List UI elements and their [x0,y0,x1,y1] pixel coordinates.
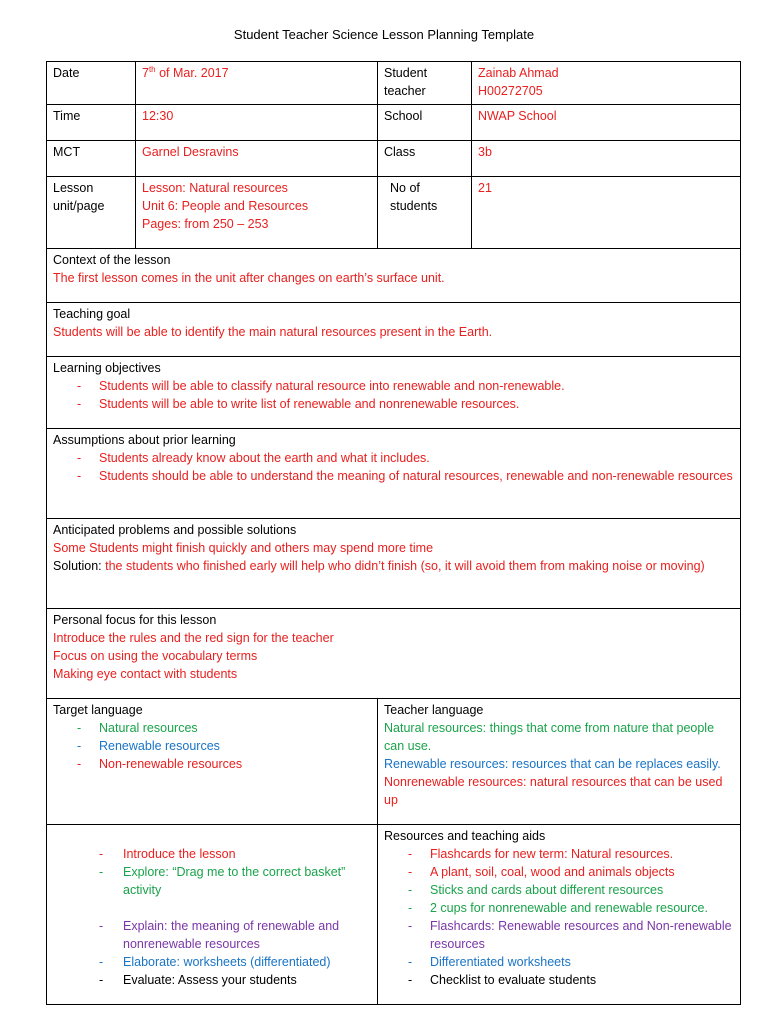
assumptions-row [47,429,741,519]
target-language-cell [47,699,378,825]
assumption-item: - Students already know about the earth and what it includes. [77,451,430,465]
student-teacher-label: Student teacher [378,62,472,105]
lesson-unit: Unit 6: People and Resources [142,199,309,213]
solution-text: the students who finished early will help who didn’t finish (so, it will avoid them from making noise or moving) [101,559,705,573]
school-label: School [378,105,472,141]
objective-item: - Students will be able to classify natural resource into renewable and non-renewable. [77,379,565,393]
assumptions-cell [47,429,741,519]
assumptions-heading: Assumptions about prior learning [53,433,236,447]
lesson-pages: Pages: from 250 – 253 [142,217,269,231]
context-cell [47,249,741,303]
focus-line: Introduce the rules and the red sign for the teacher [53,631,334,645]
focus-row [47,609,741,699]
context-row [47,249,741,303]
teacher-language-entry: Renewable resources: resources that can be replaces easily. [384,757,721,771]
objective-item: - Students will be able to write list of renewable and nonrenewable resources. [77,397,520,411]
target-language-item: - Non-renewable resources [77,757,243,771]
goal-cell [47,303,741,357]
resource-item: - Differentiated worksheets [408,955,571,969]
focus-cell [47,609,741,699]
problems-text: Some Students might finish quickly and others may spend more time [53,541,434,555]
time-value: 12:30 [136,105,378,141]
lesson-label: Lesson unit/page [47,177,136,249]
resource-item: - Checklist to evaluate students [408,973,597,987]
resources-heading: Resources and teaching aids [384,829,546,843]
goal-text: Students will be able to identify the main natural resources present in the Earth. [53,325,493,339]
procedure-item: - Explore: “Drag me to the correct basket” activity [99,865,346,897]
resource-item: - A plant, soil, coal, wood and animals objects [408,865,675,879]
date-value: 7th of Mar. 2017 [136,62,378,105]
problems-heading: Anticipated problems and possible solutions [53,523,297,537]
problems-row [47,519,741,609]
focus-line: Focus on using the vocabulary terms [53,649,258,663]
lesson-plan-table [46,61,741,1005]
context-text: The first lesson comes in the unit after changes on earth’s surface unit. [53,271,445,285]
target-language-item: - Renewable resources [77,739,220,753]
procedure-item: - Introduce the lesson [99,847,236,861]
context-heading: Context of the lesson [53,253,171,267]
target-language-list [53,719,371,773]
goal-row [47,303,741,357]
teacher-language-entry: Nonrenewable resources: natural resources that can be used up [384,775,723,807]
solution-line [53,557,734,575]
school-value: NWAP School [472,105,741,141]
teacher-language-entry: Natural resources: things that come from nature that people can use. [384,721,715,753]
procedure-cell [47,825,378,1005]
procedure-item: - Evaluate: Assess your students [99,973,297,987]
procedure-item: - Elaborate: worksheets (differentiated) [99,955,331,969]
class-value: 3b [472,141,741,177]
lesson-row [47,177,741,249]
problems-cell [47,519,741,609]
resource-item: - Flashcards for new term: Natural resources. [408,847,674,861]
focus-line: Making eye contact with students [53,667,238,681]
target-language-item: - Natural resources [77,721,198,735]
objectives-heading: Learning objectives [53,361,161,375]
resources-list [384,845,734,989]
teacher-language-heading: Teacher language [384,703,484,717]
assumptions-list [53,449,734,485]
student-teacher-id: H00272705 [478,84,543,98]
objectives-cell [47,357,741,429]
procedure-list [53,917,371,989]
resources-cell [378,825,741,1005]
date-label: Date [47,62,136,105]
mct-label: MCT [47,141,136,177]
document-title: Student Teacher Science Lesson Planning Template [233,27,535,42]
language-row [47,699,741,825]
procedure-item: - Explain: the meaning of renewable and nonrenewable resources [99,919,340,951]
procedure-list [53,845,371,899]
objectives-list [53,377,734,413]
objectives-row [47,357,741,429]
date-row [47,62,741,105]
students-value: 21 [472,177,741,249]
assumption-item: - Students should be able to understand the meaning of natural resources, renewable and non-renewable resources [77,469,733,483]
teacher-language-cell [378,699,741,825]
class-label: Class [378,141,472,177]
focus-heading: Personal focus for this lesson [53,613,217,627]
solution-label: Solution: [53,559,102,573]
time-label: Time [47,105,136,141]
resource-item: - Sticks and cards about different resources [408,883,664,897]
mct-value: Garnel Desravins [136,141,378,177]
resource-item: - 2 cups for nonrenewable and renewable resource. [408,901,708,915]
students-label: No of students [378,177,472,249]
lesson-title: Lesson: Natural resources [142,181,288,195]
mct-row [47,141,741,177]
student-teacher-name: Zainab Ahmad [478,66,559,80]
goal-heading: Teaching goal [53,307,131,321]
target-language-heading: Target language [53,703,143,717]
time-row [47,105,741,141]
student-teacher-value [472,62,741,105]
resource-item: - Flashcards: Renewable resources and Non-renewable resources [408,919,732,951]
procedure-row [47,825,741,1005]
lesson-value [136,177,378,249]
